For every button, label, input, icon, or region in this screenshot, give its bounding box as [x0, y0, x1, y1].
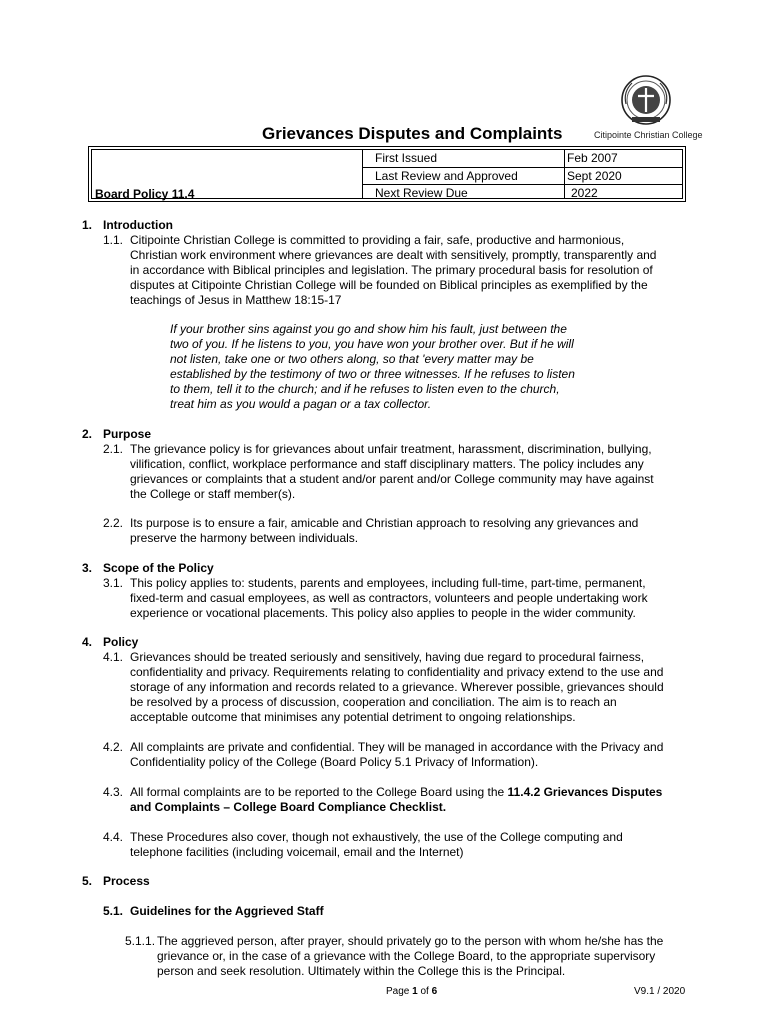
section-heading-process: Process — [103, 874, 150, 888]
policy-info-table — [88, 146, 686, 202]
paragraph-line: grievance or, in the case of a grievance with the College Board, to the appropriate supervisory — [157, 949, 656, 963]
section-number: 5. — [82, 874, 93, 888]
checklist-reference-continued: and Complaints – College Board Compliance Checklist. — [130, 800, 447, 814]
section-number: 4. — [82, 635, 93, 649]
paragraph-line: person and seek resolution. Ultimately within the College this is the Principal. — [157, 964, 566, 978]
next-review-value: 2022 — [571, 186, 598, 200]
section-heading-policy: Policy — [103, 635, 139, 649]
board-policy-label: Board Policy 11.4 — [95, 187, 195, 201]
paragraph-line — [130, 785, 662, 800]
paragraph-number: 2.2. — [103, 516, 124, 530]
paragraph-line: storage of any information and records related to a grievance. Wherever possible, grievances should — [130, 680, 664, 694]
paragraph-number: 5.1.1. — [125, 934, 156, 948]
paragraph-line: The aggrieved person, after prayer, should privately go to the person with whom he/she has the — [157, 934, 664, 948]
scripture-quote-line: two of you. If he listens to you, you have won your brother over. But if he will — [170, 337, 574, 351]
paragraph-number: 4.1. — [103, 650, 124, 664]
paragraph-line: Citipointe Christian College is committed to providing a fair, safe, productive and harmonious, — [130, 233, 625, 247]
paragraph-line: telephone facilities (including voicemail, email and the Internet) — [130, 845, 464, 859]
paragraph-number: 1.1. — [103, 233, 124, 247]
section-number: 2. — [82, 427, 93, 441]
last-review-value: Sept 2020 — [567, 169, 622, 183]
paragraph-line: preserve the harmony between individuals. — [130, 531, 359, 545]
section-heading-purpose: Purpose — [103, 427, 152, 441]
section-heading-scope: Scope of the Policy — [103, 561, 214, 575]
first-issued-label: First Issued — [375, 151, 438, 165]
paragraph-line: acceptable outcome that minimises any potential detriment to ongoing relationships. — [130, 710, 576, 724]
paragraph-line: vilification, conflict, workplace performance and staff disciplinary matters. The policy includes any — [130, 457, 644, 471]
paragraph-number: 4.4. — [103, 830, 124, 844]
paragraph-number: 3.1. — [103, 576, 124, 590]
first-issued-value: Feb 2007 — [567, 151, 618, 165]
paragraph-line: in accordance with Biblical principles and legislation. The primary procedural basis for resolution of — [130, 263, 653, 277]
paragraph-line: confidentiality and privacy. Requirements relating to confidentiality and privacy extend to the use and — [130, 665, 664, 679]
document-title: Grievances Disputes and Complaints — [262, 124, 563, 143]
scripture-quote-line: to them, tell it to the church; and if he refuses to listen even to the church, — [170, 382, 560, 396]
paragraph-line: experience or vocational placements. This policy also applies to people in the wider community. — [130, 606, 636, 620]
paragraph-line: fixed-term and casual employees, as well as contractors, volunteers and people undertaking work — [130, 591, 648, 605]
next-review-label: Next Review Due — [375, 186, 468, 200]
paragraph-line: Grievances should be treated seriously and sensitively, having due regard to procedural fairness, — [130, 650, 645, 664]
section-number: 3. — [82, 561, 93, 575]
paragraph-number: 4.3. — [103, 785, 124, 799]
paragraph-line: grievances or complaints that a student and/or parent and/or College community may have against — [130, 472, 654, 486]
college-brand-name: Citipointe Christian College — [594, 130, 703, 140]
document-version: V9.1 / 2020 — [634, 986, 686, 997]
scripture-quote-line: If your brother sins against you go and show him his fault, just between the — [170, 322, 567, 336]
paragraph-line: The grievance policy is for grievances about unfair treatment, harassment, discrimination, bullying, — [130, 442, 652, 456]
paragraph-line: Christian work environment where grievances are dealt with sensitively, promptly, transparently and — [130, 248, 657, 262]
paragraph-line: the College or staff member(s). — [130, 487, 296, 501]
paragraph-line: be resolved by a process of discussion, cooperation and conciliation. The aim is to reach an — [130, 695, 617, 709]
paragraph-line: Its purpose is to ensure a fair, amicable and Christian approach to resolving any grievances and — [130, 516, 639, 530]
section-heading-introduction: Introduction — [103, 218, 173, 232]
college-crest-logo — [620, 74, 672, 126]
checklist-reference: 11.4.2 Grievances Disputes — [507, 785, 663, 799]
scripture-quote-line: not listen, take one or two others along, so that 'every matter may be — [170, 352, 534, 366]
paragraph-text: All formal complaints are to be reported to the College Board using the — [130, 785, 508, 799]
paragraph-line: teachings of Jesus in Matthew 18:15-17 — [130, 293, 342, 307]
last-review-label: Last Review and Approved — [375, 169, 518, 183]
scripture-quote-line: treat him as you would a pagan or a tax collector. — [170, 397, 432, 411]
paragraph-line: Confidentiality policy of the College (Board Policy 5.1 Privacy of Information). — [130, 755, 539, 769]
paragraph-number: 5.1. — [103, 904, 124, 918]
subsection-heading-guidelines: Guidelines for the Aggrieved Staff — [130, 904, 324, 918]
paragraph-line: All complaints are private and confidential. They will be managed in accordance with the Privacy and — [130, 740, 664, 754]
paragraph-line: These Procedures also cover, though not exhaustively, the use of the College computing and — [130, 830, 623, 844]
paragraph-number: 2.1. — [103, 442, 124, 456]
scripture-quote-line: established by the testimony of two or three witnesses. If he refuses to listen — [170, 367, 575, 381]
paragraph-number: 4.2. — [103, 740, 124, 754]
paragraph-line: disputes at Citipointe Christian College will be founded on Biblical principles as exemplified by the — [130, 278, 648, 292]
paragraph-line: This policy applies to: students, parents and employees, including full-time, part-time, permanent, — [130, 576, 646, 590]
section-number: 1. — [82, 218, 93, 232]
page-number: Page 1 of 6 — [386, 986, 438, 997]
